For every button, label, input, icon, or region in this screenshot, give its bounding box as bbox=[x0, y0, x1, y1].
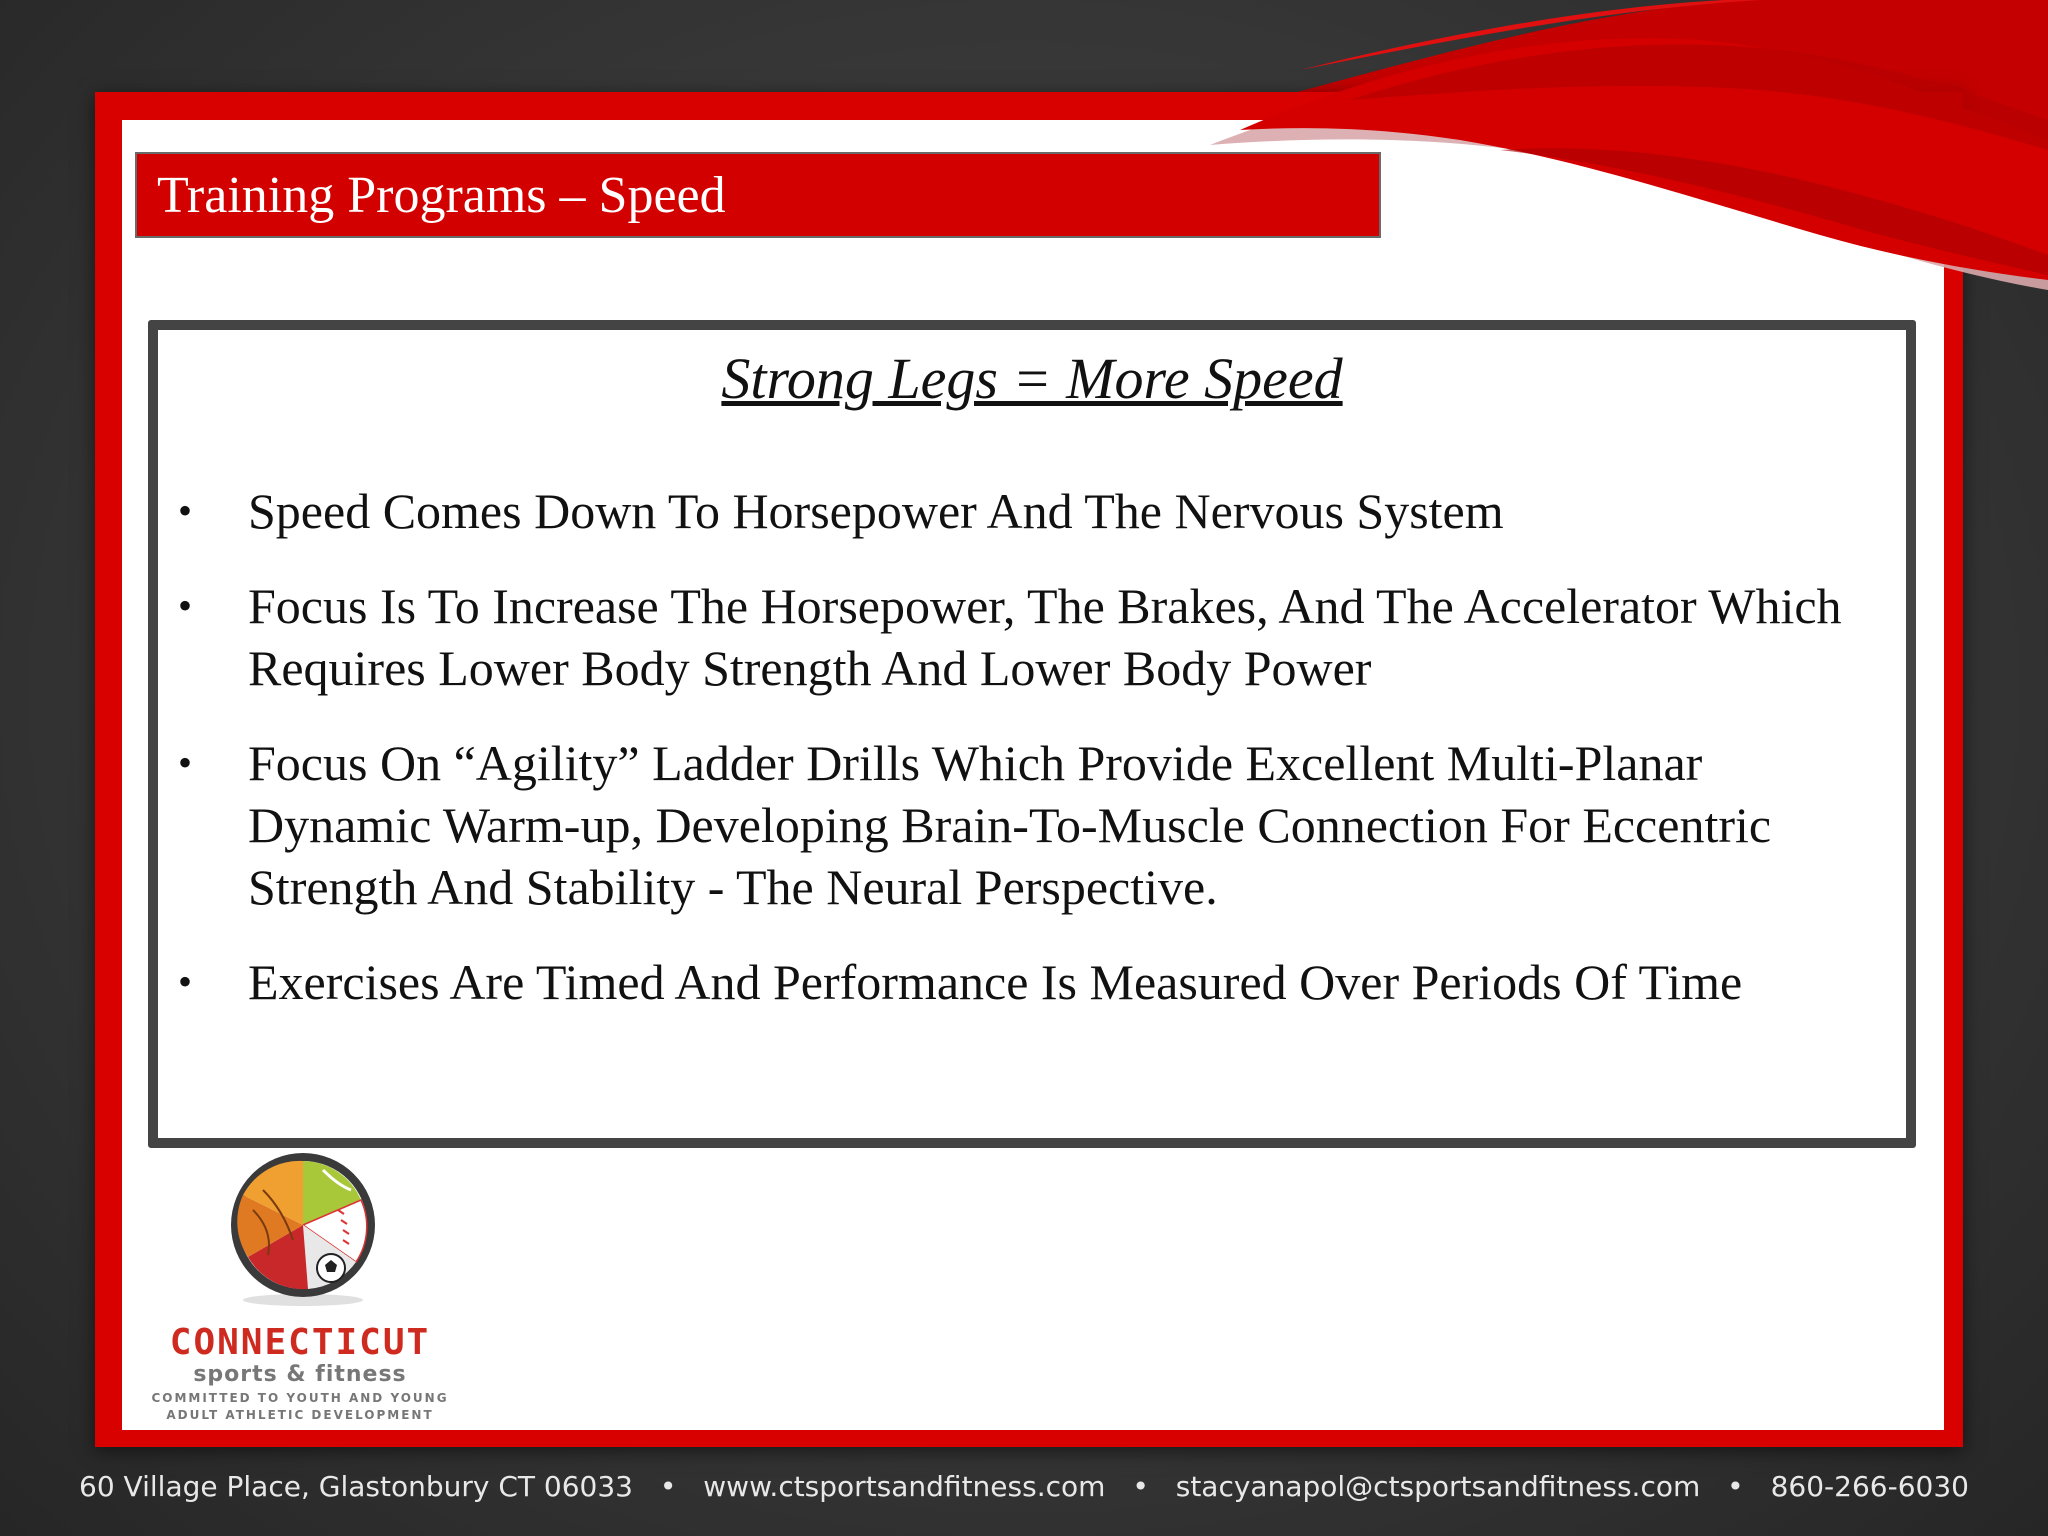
footer-separator: • bbox=[659, 1470, 677, 1503]
logo-tagline-line: ADULT ATHLETIC DEVELOPMENT bbox=[166, 1408, 434, 1422]
bullet-list bbox=[158, 480, 1906, 1046]
bullet-item bbox=[158, 480, 1906, 542]
logo-tagline-line: COMMITTED TO YOUTH AND YOUNG bbox=[151, 1391, 449, 1405]
bullet-text: Speed Comes Down To Horsepower And The Nervous System bbox=[248, 483, 1504, 539]
content-box bbox=[148, 320, 1916, 1148]
bullet-icon: • bbox=[178, 959, 193, 1004]
title-bar bbox=[135, 152, 1381, 238]
sports-ball-emblem-icon bbox=[223, 1150, 383, 1310]
company-logo bbox=[135, 1150, 475, 1420]
logo-tagline bbox=[135, 1390, 465, 1424]
footer-phone: 860-266-6030 bbox=[1770, 1470, 1969, 1503]
bullet-icon: • bbox=[178, 740, 193, 785]
logo-name: CONNECTICUT bbox=[169, 1322, 431, 1363]
footer-separator: • bbox=[1132, 1470, 1149, 1503]
bullet-icon: • bbox=[178, 583, 193, 628]
bullet-text: Focus Is To Increase The Horsepower, The Brakes, And The Accelerator Which Requires Lower Body Strength And Lower Body Power bbox=[248, 578, 1842, 696]
bullet-icon: • bbox=[178, 488, 193, 533]
footer-contact bbox=[0, 1470, 2048, 1503]
bullet-item bbox=[158, 951, 1906, 1013]
footer-email-link[interactable]: stacyanapol@ctsportsandfitness.com bbox=[1175, 1470, 1701, 1503]
slide-title: Training Programs – Speed bbox=[157, 166, 726, 224]
footer-separator: • bbox=[1727, 1470, 1744, 1503]
footer-website-link[interactable]: www.ctsportsandfitness.com bbox=[703, 1470, 1106, 1503]
bullet-item bbox=[158, 575, 1906, 699]
slide-subtitle: Strong Legs = More Speed bbox=[721, 346, 1343, 411]
logo-subtitle: sports & fitness bbox=[193, 1362, 407, 1387]
footer-address: 60 Village Place, Glastonbury CT 06033 bbox=[79, 1470, 633, 1503]
bullet-text: Exercises Are Timed And Performance Is Measured Over Periods Of Time bbox=[248, 954, 1743, 1010]
bullet-text: Focus On “Agility” Ladder Drills Which Provide Excellent Multi-Planar Dynamic Warm-up, Developing Brain-To-Muscle Connection For Eccentric Strength And Stability - The Neural Perspective. bbox=[248, 735, 1772, 915]
bullet-item bbox=[158, 732, 1906, 918]
